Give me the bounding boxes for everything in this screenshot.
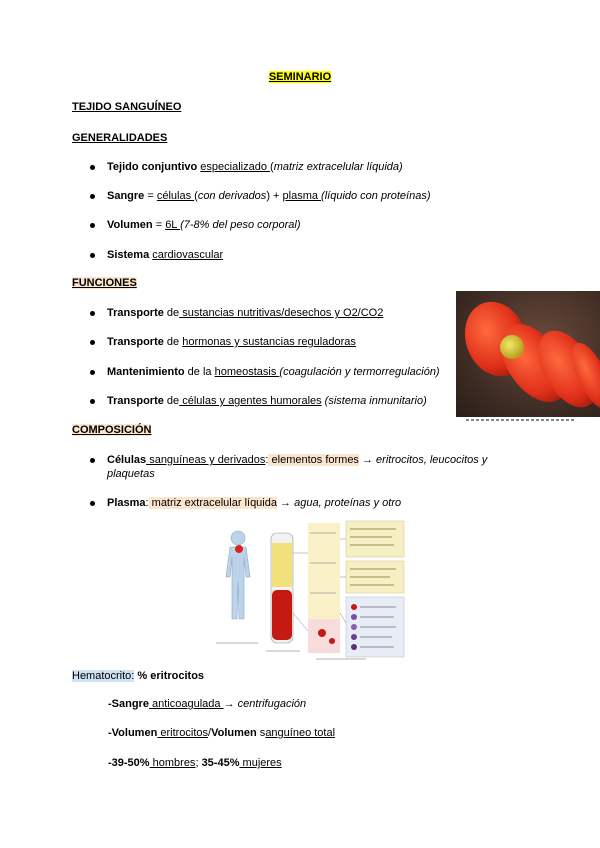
list-item: Tejido conjuntivo especializado (matriz extracelular líquida) <box>90 160 490 174</box>
heading-general: GENERALIDADES <box>72 132 168 144</box>
list-item: Sangre = células (con derivados) + plasma (líquido con proteínas) <box>90 189 490 203</box>
list-item: Mantenimiento de la homeostasis (coagulación y termorregulación) <box>90 365 490 379</box>
photo-caption <box>466 419 576 421</box>
heading-functions: FUNCIONES <box>72 277 137 289</box>
hematocrit-heading: Hematocrito: % eritrocitos <box>72 670 205 682</box>
list-item: Transporte de células y agentes humorales (sistema inmunitario) <box>90 394 490 408</box>
bullet-icon <box>90 223 95 228</box>
hematocrit-line-1: -Sangre anticoagulada → centrifugación <box>108 698 307 710</box>
hematocrit-line-2: -Volumen eritrocitos/Volumen sanguíneo total <box>108 727 336 739</box>
list-item: Transporte de hormonas y sustancias reguladoras <box>90 335 490 349</box>
bullet-icon <box>90 253 95 258</box>
blood-composition-diagram <box>196 513 408 663</box>
heading-tissue: TEJIDO SANGUÍNEO <box>72 101 182 113</box>
bullet-icon <box>90 194 95 199</box>
bullet-icon <box>90 458 95 463</box>
hematocrit-line-3: -39-50% hombres; 35-45% mujeres <box>108 757 282 769</box>
list-item: Volumen = 6L (7-8% del peso corporal) <box>90 218 490 232</box>
list-item: Plasma: matriz extracelular líquida → agua, proteínas y otro <box>90 496 490 510</box>
bullet-icon <box>90 165 95 170</box>
bullet-icon <box>90 501 95 506</box>
bullet-icon <box>90 370 95 375</box>
heading-composition: COMPOSICIÓN <box>72 424 152 436</box>
bullet-icon <box>90 399 95 404</box>
page-title: SEMINARIO <box>268 71 332 83</box>
bullet-icon <box>90 340 95 345</box>
list-item: Células sanguíneas y derivados: elementos formes → eritrocitos, leucocitos y plaquetas <box>90 453 490 481</box>
bullet-icon <box>90 311 95 316</box>
list-item: Transporte de sustancias nutritivas/desechos y O2/CO2 <box>90 306 490 320</box>
red-blood-cells-photo <box>456 291 600 417</box>
list-item: Sistema cardiovascular <box>90 248 490 262</box>
